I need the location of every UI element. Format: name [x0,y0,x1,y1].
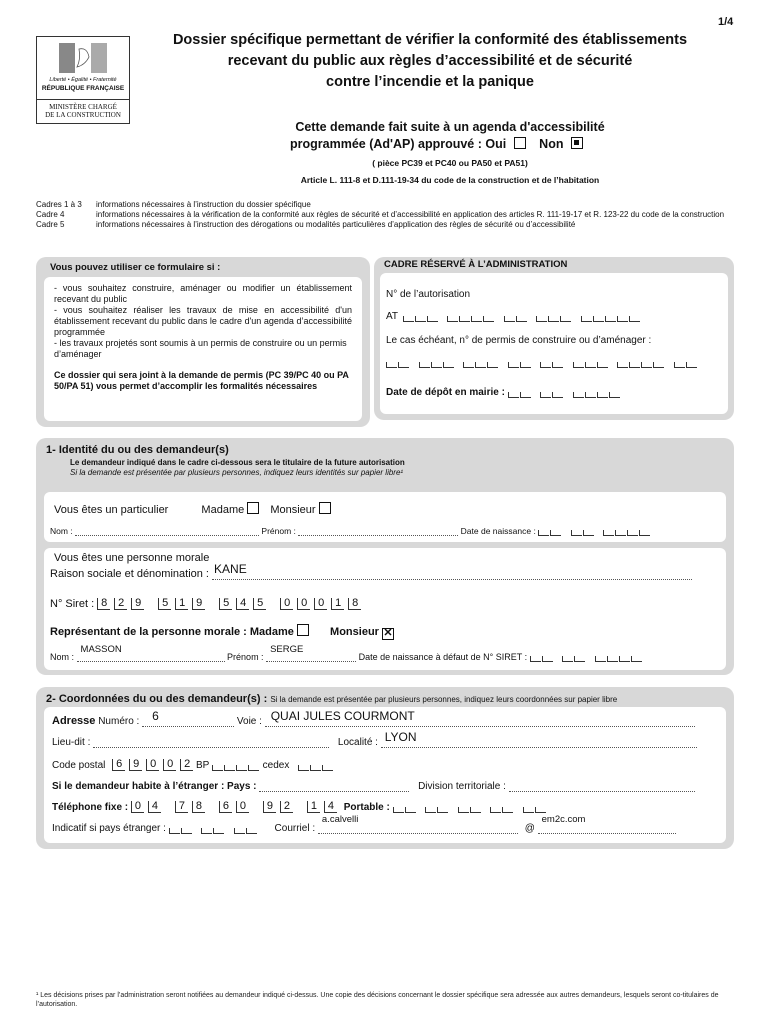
digit-box: 9 [131,598,144,610]
digit-box: 0 [314,598,327,610]
localite-value: LYON [384,730,417,744]
section1-title: 1- Identité du ou des demandeur(s) [46,444,229,456]
digit-box: 9 [192,598,205,610]
cedex-input[interactable] [298,761,334,771]
piece-note: ( pièce PC39 et PC40 ou PA50 et PA51) [372,158,528,168]
digit-box: 8 [97,598,110,610]
numero-label: Numéro : [98,716,140,727]
naissance-input[interactable] [538,526,651,536]
digit-box: 0 [131,801,144,813]
rep-prenom-input[interactable] [266,644,356,662]
cadre-text: informations nécessaires à l’instruction du dossier spécifique [96,200,311,209]
digit-box: 1 [331,598,344,610]
cadre-label: Cadres 1 à 3 [36,200,82,209]
section2-title [46,693,617,705]
at-label: AT [386,311,398,322]
digit-box: 8 [192,801,205,813]
representant-monsieur-label: Monsieur [330,626,379,638]
cadre-label: Cadre 4 [36,210,65,219]
usage-panel [36,257,370,427]
portable-input[interactable] [393,803,547,813]
naissance-siret-label: Date de naissance à défaut de N° SIRET : [358,652,528,662]
republic-logo [36,36,130,124]
domain-input[interactable] [538,814,676,834]
adap-question: programmée (Ad'AP) approuvé : Oui [290,137,507,151]
usage-item: - vous souhaitez réaliser les travaux de mise en accessibilité d'un établissement recevant du public dans le cadre d'un agenda d’accessibilité programmée [54,305,352,337]
pays-input[interactable] [259,782,409,792]
rep-nom-label: Nom : [50,652,75,662]
cadres-legend [36,200,736,230]
naissance-label: Date de naissance : [460,526,536,536]
digit-box: 1 [175,598,188,610]
digit-box: 4 [236,598,249,610]
portable-label: Portable : [343,802,390,813]
coordonnees-box [44,707,726,843]
digit-box: 1 [307,801,320,813]
courriel-input[interactable] [318,814,518,834]
cadre-label: Cadre 5 [36,220,65,229]
section1-sub2: Si la demande est présentée par plusieurs personnes, indiquez leurs identités sur papier libre¹ [70,468,404,477]
siret-label: N° Siret : [50,598,95,610]
division-label: Division territoriale : [418,781,506,792]
localite-input[interactable] [381,730,697,748]
usage-item: - les travaux projetés sont soumis à un permis de construire ou un permis d’aménager [54,338,347,359]
adresse-label: Adresse [52,715,96,727]
digit-box: 6 [219,801,232,813]
raison-label: Raison sociale et dénomination : [50,568,209,580]
particulier-label: Vous êtes un particulier [54,504,169,516]
document-title [150,30,710,93]
admin-header: CADRE RÉSERVÉ À L’ADMINISTRATION [384,259,568,270]
digit-box: 4 [324,801,337,813]
digit-box: 5 [219,598,232,610]
courriel-value: a.calvelli [321,814,359,825]
footnote: ¹ Les décisions prises par l’administration seront notifiées au demandeur indiqué ci-dessus. Une copie des décisions concernant le dossier spécifique sera adressée aux autres demandeurs, lesquels seront co-titulaires de l’autorisation. [36,992,719,1008]
agenda-line2 [290,137,583,151]
cedex-label: cedex [262,760,290,771]
title-line1: Dossier spécifique permettant de vérifier la conformité des établissements [172,32,688,48]
at-sign: @ [524,823,535,834]
digit-box: 0 [146,759,159,771]
digit-box: 9 [263,801,276,813]
ministry-line2: DE LA CONSTRUCTION [45,111,121,119]
tel-label: Téléphone fixe : [52,802,129,813]
section2-title-text: 2- Coordonnées du ou des demandeur(s) : [46,693,268,705]
digit-box: 7 [175,801,188,813]
bp-input[interactable] [212,761,260,771]
cp-input[interactable] [112,759,193,771]
courriel-label: Courriel : [274,823,316,834]
madame-label: Madame [201,504,245,516]
digit-box: 5 [158,598,171,610]
rep-prenom-value: SERGE [270,644,304,655]
cp-label: Code postal [52,760,106,771]
nom-label: Nom : [50,526,73,536]
digit-box: 2 [180,759,193,771]
indicatif-label: Indicatif si pays étranger : [52,823,166,834]
digit-box: 4 [148,801,161,813]
digit-box: 9 [129,759,142,771]
numero-input[interactable] [142,709,234,727]
digit-box: 0 [297,598,310,610]
voie-value: QUAI JULES COURMONT [270,709,415,723]
admin-panel [374,257,734,420]
digit-box: 6 [112,759,125,771]
logo-republic: RÉPUBLIQUE FRANÇAISE [41,85,125,92]
raison-input[interactable] [212,562,692,580]
personne-morale-box [44,548,726,670]
autorisation-label: N° de l’autorisation [386,289,471,300]
naissance-siret-input[interactable] [530,652,643,662]
nom-input[interactable] [75,526,259,536]
tel-input[interactable] [131,801,337,813]
particulier-box [44,492,726,542]
section2-title-note: Si la demande est présentée par plusieurs personnes, indiquez leurs coordonnées sur papier libre [270,695,618,704]
digit-box: 5 [253,598,266,610]
representant-monsieur-checkbox[interactable]: ✕ [383,627,393,639]
non-label: Non [539,137,564,151]
usage-note: Ce dossier qui sera joint à la demande de permis (PC 39/PC 40 ou PA 50/PA 51) vous permet d’accomplir les formalités nécessaires [54,370,349,391]
digit-box: 2 [280,801,293,813]
article-reference: Article L. 111-8 et D.111-19-34 du code de la construction et de l’habitation [300,175,600,185]
digit-box: 0 [236,801,249,813]
digit-box: 8 [348,598,361,610]
monsieur-label: Monsieur [270,504,316,516]
rep-nom-value: MASSON [80,644,122,655]
etranger-label: Si le demandeur habite à l’étranger : Pays : [52,781,257,792]
lieudit-label: Lieu-dit : [52,737,91,748]
agenda-line1: Cette demande fait suite à un agenda d'accessibilité [295,120,605,134]
ministry-line1: MINISTÈRE CHARGÉ [49,103,117,111]
logo-motto: Liberté • Égalité • Fraternité [49,77,117,83]
digit-box: 2 [114,598,127,610]
siret-input[interactable] [97,598,361,610]
representant-madame-checkbox[interactable] [297,624,309,636]
permis-field[interactable] [386,357,698,368]
title-line3: contre l’incendie et la panique [326,74,534,90]
voie-input[interactable] [265,709,695,727]
particulier-madame-checkbox[interactable] [247,502,259,514]
title-line2: recevant du public aux règles d’accessibilité et de sécurité [227,53,633,69]
indicatif-input[interactable] [169,824,258,834]
section-coordonnees [36,687,734,849]
page-number: 1/4 [718,16,734,28]
voie-label: Voie : [236,716,262,727]
representant-label: Représentant de la personne morale : Madame [50,626,294,638]
prenom-label: Prénom : [261,526,296,536]
digit-box: 0 [163,759,176,771]
prenom-input[interactable] [298,526,458,536]
rep-prenom-label: Prénom : [227,652,264,662]
domain-value: em2c.com [541,814,586,825]
usage-item: - vous souhaitez construire, aménager ou modifier un établissement recevant du public [54,283,352,304]
division-input[interactable] [509,782,695,792]
cadre-text: informations nécessaires à l’instruction des dérogations ou modalités particulières d’application des règles de sécurité ou d’accessibilité [96,220,576,229]
rep-nom-input[interactable] [77,644,225,662]
depot-field[interactable] [386,387,621,398]
numero-value: 6 [152,709,159,723]
bp-label: BP [195,760,210,771]
localite-label: Localité : [337,737,378,748]
morale-label: Vous êtes une personne morale [54,552,210,564]
depot-label: Date de dépôt en mairie : [386,387,505,398]
digit-box: 0 [280,598,293,610]
permis-label: Le cas échéant, n° de permis de construire ou d’aménager : [386,335,652,346]
particulier-monsieur-checkbox[interactable] [319,502,331,514]
lieudit-input[interactable] [93,738,329,748]
marianne-flag-icon [59,43,107,73]
oui-checkbox[interactable] [514,137,526,149]
usage-header: Vous pouvez utiliser ce formulaire si : [50,262,221,273]
cadre-text: informations nécessaires à la vérification de la conformité aux règles de sécurité et d’accessibilité en application des articles R. 111-19-17 et R. 123-22 du code de la construction [96,210,725,219]
non-checkbox[interactable] [571,137,583,149]
at-field[interactable] [386,311,641,322]
section1-sub1: Le demandeur indiqué dans le cadre ci-dessous sera le titulaire de la future autorisation [70,458,405,467]
raison-value: KANE [214,562,247,576]
section-identite [36,438,734,675]
